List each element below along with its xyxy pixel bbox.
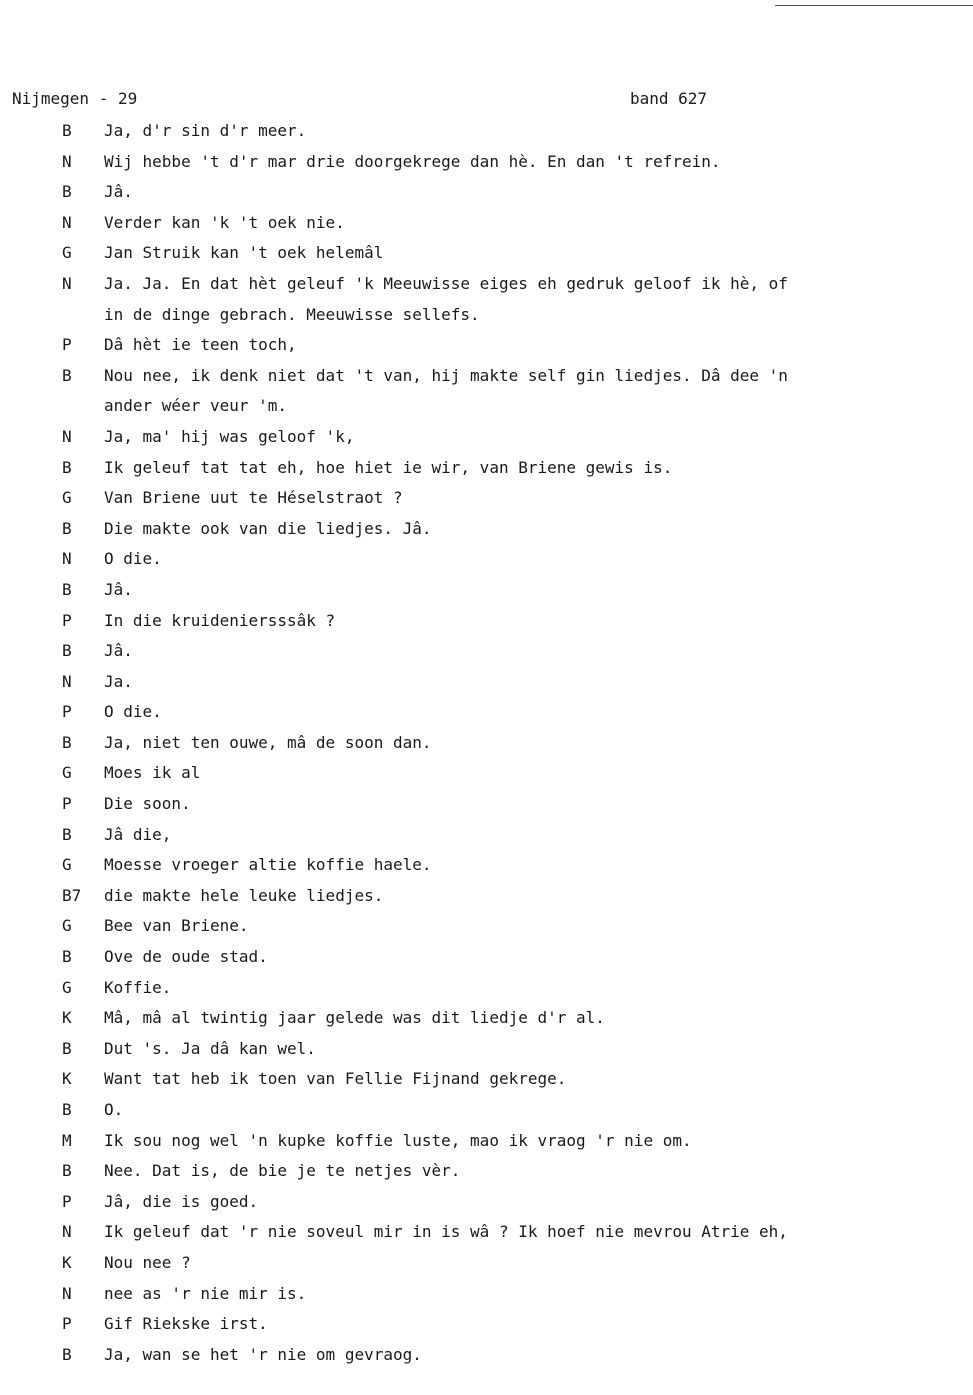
speaker-code: G <box>62 243 72 263</box>
speaker-code <box>0 396 104 427</box>
utterance-text: nee as 'r nie mir is. <box>104 1283 307 1303</box>
speaker-code: G <box>62 855 72 875</box>
transcript-line <box>0 947 973 978</box>
speaker-code: G <box>62 763 72 783</box>
speaker-code: G <box>62 916 72 936</box>
transcript-line <box>0 549 973 580</box>
utterance-text: die makte hele leuke liedjes. <box>104 885 384 905</box>
speaker-code: B <box>62 518 72 538</box>
utterance-text: Ik geleuf tat tat eh, hoe hiet ie wir, van Briene gewis is. <box>104 457 673 477</box>
utterance-text: Ja, wan se het 'r nie om gevraog. <box>104 1344 422 1364</box>
utterance-text: Dut 's. Ja dâ kan wel. <box>104 1038 316 1058</box>
top-rule <box>775 5 973 6</box>
transcript-line <box>0 152 973 183</box>
utterance-text: Die makte ook van die liedjes. Jâ. <box>104 518 432 538</box>
speaker-code: G <box>62 488 72 508</box>
transcript-line <box>0 1069 973 1100</box>
utterance-text: In die kruideniersssâk ? <box>104 610 336 630</box>
transcript-line <box>0 1314 973 1345</box>
utterance-text: Jâ die, <box>104 824 172 844</box>
utterance-text: Bee van Briene. <box>104 916 249 936</box>
transcript-line <box>0 1222 973 1253</box>
speaker-code: B <box>62 824 72 844</box>
speaker-code: B <box>62 579 72 599</box>
transcript-line <box>0 366 973 397</box>
utterance-text: Ik geleuf dat 'r nie soveul mir in is wâ ? Ik hoef nie mevrou Atrie eh, <box>104 1222 788 1242</box>
speaker-code: K <box>62 1252 72 1272</box>
speaker-code: P <box>62 702 72 722</box>
transcript-line <box>0 488 973 519</box>
speaker-code: B <box>62 1344 72 1364</box>
utterance-text: O. <box>104 1100 124 1119</box>
header-band: band 627 <box>630 89 708 108</box>
speaker-code: N <box>62 1283 72 1303</box>
speaker-code <box>0 305 104 336</box>
transcript-line <box>0 672 973 703</box>
utterance-text: in de dinge gebrach. Meeuwisse sellefs. <box>104 304 480 324</box>
speaker-code: P <box>62 610 72 630</box>
speaker-code: B7 <box>62 885 82 905</box>
utterance-text: Wij hebbe 't d'r mar drie doorgekrege dan hè. En dan 't refrein. <box>104 151 721 171</box>
transcript-line <box>0 794 973 825</box>
utterance-text: Want tat heb ik toen van Fellie Fijnand gekrege. <box>104 1069 567 1089</box>
utterance-text: Ja, ma' hij was geloof 'k, <box>104 426 355 446</box>
speaker-code: B <box>62 121 72 140</box>
utterance-text: Jâ. <box>104 641 133 661</box>
utterance-text: Die soon. <box>104 794 191 814</box>
transcript-line <box>0 274 973 305</box>
speaker-code: B <box>62 1100 72 1119</box>
speaker-code: P <box>62 335 72 355</box>
speaker-code: B <box>62 182 72 202</box>
header-location: Nijmegen - 29 <box>12 89 138 108</box>
transcript-line <box>0 427 973 458</box>
utterance-text: O die. <box>104 549 162 569</box>
transcript-line <box>0 458 973 489</box>
utterance-text: Van Briene uut te Héselstraot ? <box>104 488 403 508</box>
utterance-text: Ja. <box>104 671 133 691</box>
transcript-line <box>0 121 973 152</box>
speaker-code: K <box>62 1069 72 1089</box>
transcript-line <box>0 763 973 794</box>
speaker-code: B <box>62 947 72 967</box>
speaker-code: N <box>62 1222 72 1242</box>
transcript-line <box>0 1039 973 1070</box>
utterance-text: Jâ. <box>104 182 133 202</box>
speaker-code: N <box>62 426 72 446</box>
speaker-code: N <box>62 212 72 232</box>
speaker-code: P <box>62 1314 72 1334</box>
transcript-line <box>0 1192 973 1223</box>
utterance-text: Nou nee, ik denk niet dat 't van, hij makte self gin liedjes. Dâ dee 'n <box>104 365 788 385</box>
utterance-text: Jâ. <box>104 579 133 599</box>
transcript-line <box>0 1253 973 1284</box>
utterance-text: Moesse vroeger altie koffie haele. <box>104 855 432 875</box>
utterance-text: Ja, d'r sin d'r meer. <box>104 121 307 140</box>
transcript-line <box>0 580 973 611</box>
transcript-line <box>0 396 973 427</box>
utterance-text: Nee. Dat is, de bie je te netjes vèr. <box>104 1161 461 1181</box>
transcript-line <box>0 702 973 733</box>
utterance-text: Jan Struik kan 't oek helemâl <box>104 243 384 263</box>
speaker-code: P <box>62 794 72 814</box>
utterance-text: O die. <box>104 702 162 722</box>
speaker-code: M <box>62 1130 72 1150</box>
utterance-text: Ik sou nog wel 'n kupke koffie luste, mao ik vraog 'r nie om. <box>104 1130 692 1150</box>
transcript-line <box>0 1008 973 1039</box>
utterance-text: Moes ik al <box>104 763 201 783</box>
speaker-code: N <box>62 671 72 691</box>
transcript-line <box>0 733 973 764</box>
speaker-code: N <box>62 549 72 569</box>
transcript-line <box>0 519 973 550</box>
utterance-text: Gif Riekske irst. <box>104 1314 268 1334</box>
speaker-code: B <box>62 1038 72 1058</box>
speaker-code: P <box>62 1191 72 1211</box>
transcript-line <box>0 305 973 336</box>
transcript-line <box>0 243 973 274</box>
utterance-text: Verder kan 'k 't oek nie. <box>104 212 345 232</box>
speaker-code: B <box>62 641 72 661</box>
utterance-text: Jâ, die is goed. <box>104 1191 259 1211</box>
utterance-text: Dâ hèt ie teen toch, <box>104 335 297 355</box>
speaker-code: B <box>62 732 72 752</box>
transcript-line <box>0 1100 973 1131</box>
transcript-body <box>0 121 973 1375</box>
utterance-text: Ove de oude stad. <box>104 947 268 967</box>
transcript-line <box>0 855 973 886</box>
utterance-text: Ja. Ja. En dat hèt geleuf 'k Meeuwisse eiges eh gedruk geloof ik hè, of <box>104 273 788 293</box>
utterance-text: ander wéer veur 'm. <box>104 396 288 416</box>
speaker-code: N <box>62 151 72 171</box>
utterance-text: Nou nee ? <box>104 1252 191 1272</box>
transcript-line <box>0 182 973 213</box>
utterance-text: Koffie. <box>104 977 172 997</box>
utterance-text: Ja, niet ten ouwe, mâ de soon dan. <box>104 732 432 752</box>
speaker-code: G <box>62 977 72 997</box>
transcript-line <box>0 825 973 856</box>
speaker-code: B <box>62 1161 72 1181</box>
transcript-line <box>0 916 973 947</box>
speaker-code: N <box>62 273 72 293</box>
transcript-line <box>0 1131 973 1162</box>
transcript-line <box>0 611 973 642</box>
speaker-code: B <box>62 365 72 385</box>
transcript-line <box>0 886 973 917</box>
speaker-code: K <box>62 1008 72 1028</box>
transcript-line <box>0 1161 973 1192</box>
transcript-line <box>0 1284 973 1315</box>
transcript-line <box>0 641 973 672</box>
transcript-line <box>0 978 973 1009</box>
speaker-code: B <box>62 457 72 477</box>
transcript-line <box>0 213 973 244</box>
transcript-line <box>0 335 973 366</box>
utterance-text: Mâ, mâ al twintig jaar gelede was dit liedje d'r al. <box>104 1008 605 1028</box>
transcript-line <box>0 1345 973 1376</box>
